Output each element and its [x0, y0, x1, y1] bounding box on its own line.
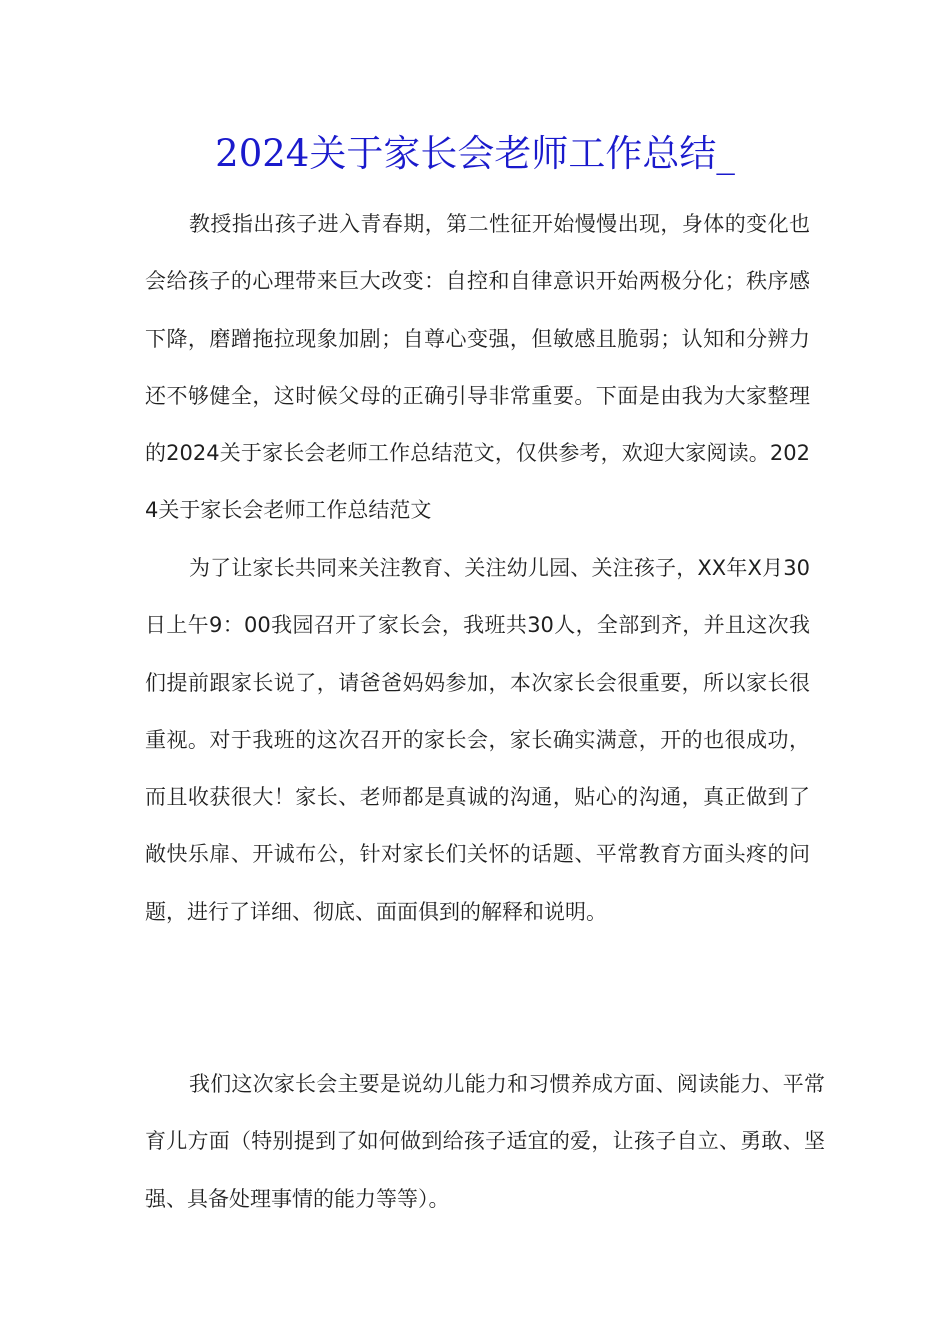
paragraph-topics: 我们这次家长会主要是说幼儿能力和习惯养成方面、阅读能力、平常育儿方面（特别提到了如何做到给孩子适宜的爱，让孩子自立、勇敢、坚强、具备处理事情的能力等等）。: [145, 1072, 825, 1211]
paragraph-intro: 教授指出孩子进入青春期，第二性征开始慢慢出现，身体的变化也会给孩子的心理带来巨大改变：自控和自律意识开始两极分化；秩序感下降，磨蹭拖拉现象加剧；自尊心变强，但敏感且脆弱；认知和分辨力还不够健全，这时候父母的正确引导非常重要。下面是由我为大家整理的2024关于家长会老师工作总结范文，仅供参考，欢迎大家阅读。2024关于家长会老师工作总结范文: [145, 212, 810, 523]
document-title: 2024关于家长会老师工作总结_: [215, 132, 735, 175]
paragraph-meeting: 为了让家长共同来关注教育、关注幼儿园、关注孩子，XX年X月30日上午9：00我园召开了家长会，我班共30人，全部到齐，并且这次我们提前跟家长说了，请爸爸妈妈参加，本次家长会很重要，所以家长很重视。对于我班的这次召开的家长会，家长确实满意，开的也很成功，而且收获很大！家长、老师都是真诚的沟通，贴心的沟通，真正做到了敞快乐扉、开诚布公，针对家长们关怀的话题、平常教育方面头疼的问题，进行了详细、彻底、面面俱到的解释和说明。: [145, 556, 810, 924]
